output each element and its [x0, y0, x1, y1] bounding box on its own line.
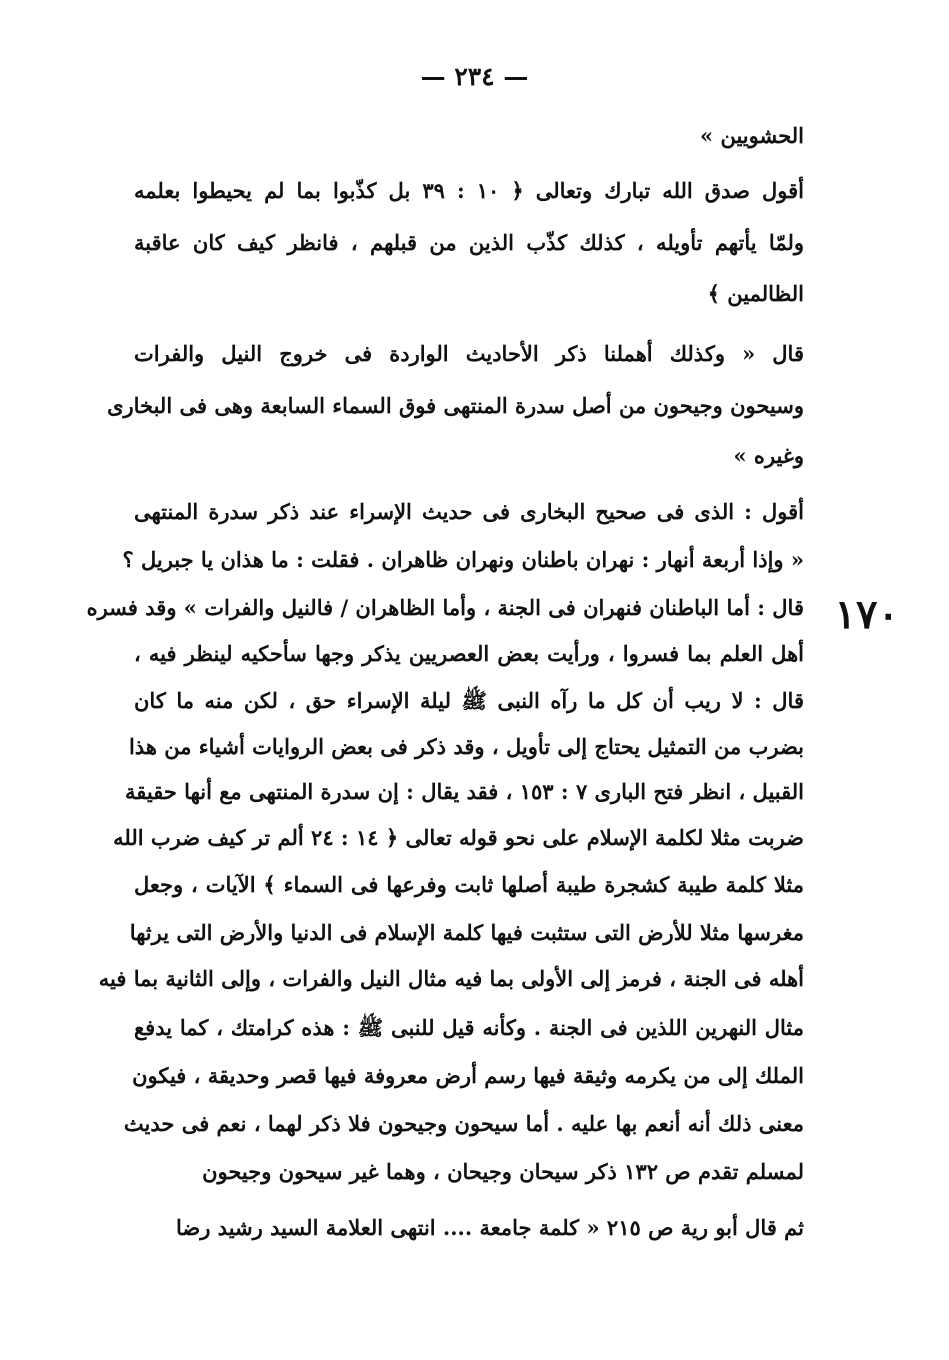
- text-line: الحشويين »: [700, 123, 804, 148]
- text-line: لمسلم تقدم ص ١٣٢ ذكر سيحان وجيحان ، وهما غير سيحون وجيحون: [202, 1159, 804, 1184]
- text-line: الملك إلى من يكرمه وثيقة فيها رسم أرض معروفة فيها قصر وحديقة ، فيكون: [132, 1063, 804, 1088]
- text-line: وغيره »: [733, 443, 804, 468]
- margin-reference-number: ١٧٠: [834, 591, 899, 638]
- page-number: — ٢٣٤ —: [420, 62, 529, 91]
- text-line: ولمّا يأتهم تأويله ، كذلك كذّب الذين من قبلهم ، فانظر كيف كان عاقبة: [134, 230, 804, 255]
- text-line: مغرسها مثلا للأرض التى ستثبت فيها كلمة الإسلام فى الدنيا والأرض التى يرثها: [129, 920, 804, 945]
- text-line: أهله فى الجنة ، فرمز إلى الأولى بما فيه مثال النيل والفرات ، وإلى الثانية بما فيه: [98, 966, 804, 991]
- text-line: أقول : الذى فى صحيح البخارى فى حديث الإسراء عند ذكر سدرة المنتهى: [134, 499, 804, 524]
- text-line: مثال النهرين اللذين فى الجنة . وكأنه قيل للنبى ﷺ : هذه كرامتك ، كما يدفع: [134, 1015, 804, 1040]
- text-line: معنى ذلك أنه أنعم بها عليه . أما سيحون وجيحون فلا ذكر لهما ، نعم فى حديث: [123, 1111, 804, 1136]
- text-line: أقول صدق الله تبارك وتعالى ﴿ ١٠ : ٣٩ بل كذّبوا بما لم يحيطوا بعلمه: [134, 178, 804, 203]
- text-line: ثم قال أبو رية ص ٢١٥ « كلمة جامعة .... انتهى العلامة السيد رشيد رضا: [175, 1215, 804, 1240]
- text-line: القبيل ، انظر فتح البارى ٧ : ١٥٣ ، فقد يقال : إن سدرة المنتهى مع أنها حقيقة: [125, 779, 804, 804]
- text-line: ضربت مثلا لكلمة الإسلام على نحو قوله تعالى ﴿ ١٤ : ٢٤ ألم تر كيف ضرب الله: [113, 825, 804, 850]
- text-line: قال « وكذلك أهملنا ذكر الأحاديث الواردة فى خروج النيل والفرات: [134, 341, 804, 366]
- text-line: الظالمين ﴾: [707, 281, 804, 306]
- text-line: قال : أما الباطنان فنهران فى الجنة ، وأما الظاهران / فالنيل والفرات » وقد فسره: [86, 595, 804, 620]
- text-line: بضرب من التمثيل يحتاج إلى تأويل ، وقد ذكر فى بعض الروايات أشياء من هذا: [128, 734, 804, 759]
- text-line: أهل العلم بما فسروا ، ورأيت بعض العصريين يذكر وجها سأحكيه لينظر فيه ،: [134, 641, 804, 666]
- text-line: وسيحون وجيحون من أصل سدرة المنتهى فوق السماء السابعة وهى فى البخارى: [107, 393, 804, 418]
- text-line: « وإذا أربعة أنهار : نهران باطنان ونهران ظاهران . فقلت : ما هذان يا جبريل ؟: [122, 547, 804, 572]
- text-line: قال : لا ريب أن كل ما رآه النبى ﷺ ليلة الإسراء حق ، لكن منه ما كان: [134, 688, 804, 713]
- text-line: مثلا كلمة طيبة كشجرة طيبة أصلها ثابت وفرعها فى السماء ﴾ الآيات ، وجعل: [134, 872, 804, 897]
